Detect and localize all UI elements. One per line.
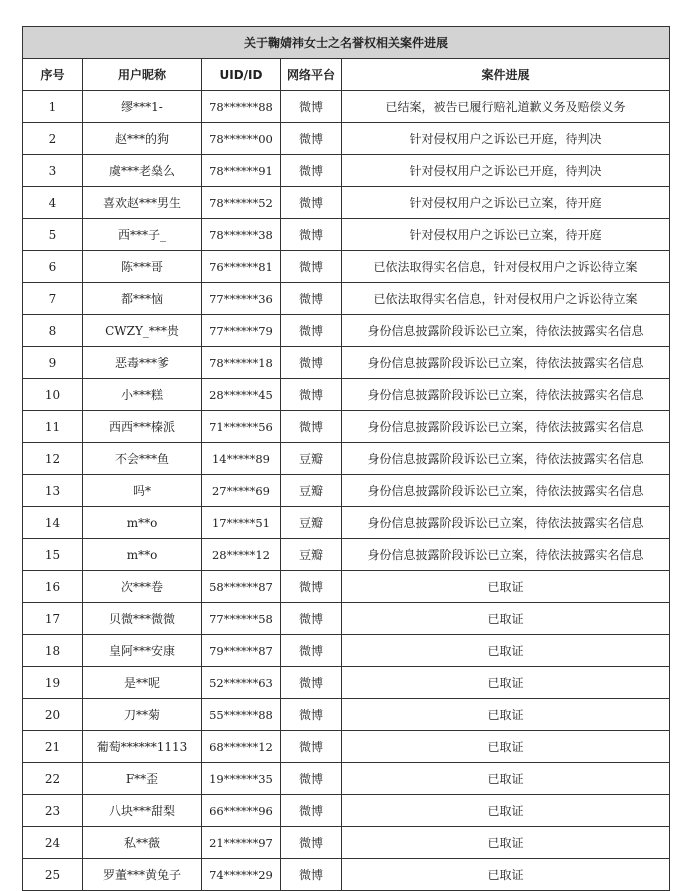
table-row	[23, 539, 670, 571]
user-uid: 74******29	[202, 859, 281, 891]
user-uid: 52******63	[202, 667, 281, 699]
row-index: 3	[23, 155, 83, 187]
row-index: 22	[23, 763, 83, 795]
user-nickname: m**o	[83, 507, 202, 539]
row-index: 12	[23, 443, 83, 475]
user-nickname: 都***恼	[83, 283, 202, 315]
column-header-platform: 网络平台	[281, 59, 342, 91]
table-row	[23, 699, 670, 731]
user-nickname: 不会***鱼	[83, 443, 202, 475]
platform: 微博	[281, 123, 342, 155]
case-progress: 已取证	[342, 763, 670, 795]
user-nickname: 次***卷	[83, 571, 202, 603]
case-progress: 已取证	[342, 571, 670, 603]
table-row	[23, 91, 670, 123]
case-progress: 已依法取得实名信息，针对侵权用户之诉讼待立案	[342, 283, 670, 315]
platform: 微博	[281, 603, 342, 635]
table-row	[23, 443, 670, 475]
table-row	[23, 187, 670, 219]
user-nickname: 私**薇	[83, 827, 202, 859]
case-progress: 已取证	[342, 699, 670, 731]
user-uid: 14*****89	[202, 443, 281, 475]
table-row	[23, 571, 670, 603]
user-uid: 78******18	[202, 347, 281, 379]
table-row	[23, 827, 670, 859]
table-row	[23, 667, 670, 699]
column-header-index: 序号	[23, 59, 83, 91]
user-uid: 78******91	[202, 155, 281, 187]
user-uid: 27*****69	[202, 475, 281, 507]
user-nickname: 喜欢赵***男生	[83, 187, 202, 219]
case-progress: 身份信息披露阶段诉讼已立案，待依法披露实名信息	[342, 347, 670, 379]
row-index: 15	[23, 539, 83, 571]
row-index: 24	[23, 827, 83, 859]
case-progress: 针对侵权用户之诉讼已开庭，待判决	[342, 123, 670, 155]
case-progress: 身份信息披露阶段诉讼已立案，待依法披露实名信息	[342, 475, 670, 507]
row-index: 11	[23, 411, 83, 443]
table-body	[23, 91, 670, 891]
case-progress: 已取证	[342, 731, 670, 763]
user-uid: 28*****12	[202, 539, 281, 571]
platform: 微博	[281, 187, 342, 219]
user-nickname: 缪***1-	[83, 91, 202, 123]
row-index: 10	[23, 379, 83, 411]
table-row	[23, 795, 670, 827]
case-progress: 身份信息披露阶段诉讼已立案，待依法披露实名信息	[342, 539, 670, 571]
case-progress-sheet	[22, 26, 669, 891]
case-progress: 已结案，被告已履行赔礼道歉义务及赔偿义务	[342, 91, 670, 123]
user-nickname: 虞***老燊么	[83, 155, 202, 187]
table-row	[23, 731, 670, 763]
case-progress: 已取证	[342, 667, 670, 699]
case-progress: 已依法取得实名信息，针对侵权用户之诉讼待立案	[342, 251, 670, 283]
platform: 豆瓣	[281, 475, 342, 507]
platform: 微博	[281, 859, 342, 891]
user-uid: 78******88	[202, 91, 281, 123]
platform: 微博	[281, 315, 342, 347]
row-index: 8	[23, 315, 83, 347]
user-nickname: 是**呢	[83, 667, 202, 699]
user-uid: 58******87	[202, 571, 281, 603]
user-nickname: 西***子_	[83, 219, 202, 251]
user-uid: 55******88	[202, 699, 281, 731]
platform: 微博	[281, 763, 342, 795]
table-row	[23, 155, 670, 187]
user-nickname: 西西***榛派	[83, 411, 202, 443]
table-row	[23, 347, 670, 379]
table-row	[23, 635, 670, 667]
platform: 豆瓣	[281, 443, 342, 475]
table-row	[23, 603, 670, 635]
user-uid: 77******58	[202, 603, 281, 635]
column-header-nickname: 用户昵称	[83, 59, 202, 91]
case-progress: 针对侵权用户之诉讼已开庭，待判决	[342, 155, 670, 187]
platform: 豆瓣	[281, 539, 342, 571]
user-nickname: 皇阿***安康	[83, 635, 202, 667]
platform: 微博	[281, 795, 342, 827]
platform: 微博	[281, 571, 342, 603]
case-progress: 已取证	[342, 635, 670, 667]
row-index: 16	[23, 571, 83, 603]
column-header-progress: 案件进展	[342, 59, 670, 91]
row-index: 7	[23, 283, 83, 315]
table-title-row	[23, 27, 670, 59]
platform: 豆瓣	[281, 507, 342, 539]
table-row	[23, 315, 670, 347]
row-index: 14	[23, 507, 83, 539]
user-nickname: 恶毒***爹	[83, 347, 202, 379]
platform: 微博	[281, 635, 342, 667]
user-uid: 71******56	[202, 411, 281, 443]
row-index: 13	[23, 475, 83, 507]
case-progress: 身份信息披露阶段诉讼已立案，待依法披露实名信息	[342, 411, 670, 443]
platform: 微博	[281, 379, 342, 411]
platform: 微博	[281, 91, 342, 123]
user-nickname: 罗董***黄兔子	[83, 859, 202, 891]
user-uid: 77******36	[202, 283, 281, 315]
row-index: 23	[23, 795, 83, 827]
user-uid: 66******96	[202, 795, 281, 827]
case-progress: 身份信息披露阶段诉讼已立案，待依法披露实名信息	[342, 379, 670, 411]
row-index: 21	[23, 731, 83, 763]
platform: 微博	[281, 699, 342, 731]
case-progress: 已取证	[342, 603, 670, 635]
user-nickname: CWZY_***贵	[83, 315, 202, 347]
table-title: 关于鞠婧祎女士之名誉权相关案件进展	[23, 27, 670, 59]
table-row	[23, 411, 670, 443]
user-nickname: 葡萄******1113	[83, 731, 202, 763]
row-index: 18	[23, 635, 83, 667]
platform: 微博	[281, 411, 342, 443]
table-row	[23, 379, 670, 411]
table-row	[23, 251, 670, 283]
row-index: 17	[23, 603, 83, 635]
user-nickname: 赵***的狗	[83, 123, 202, 155]
user-nickname: m**o	[83, 539, 202, 571]
case-progress: 针对侵权用户之诉讼已立案，待开庭	[342, 219, 670, 251]
row-index: 20	[23, 699, 83, 731]
row-index: 6	[23, 251, 83, 283]
platform: 微博	[281, 667, 342, 699]
table-row	[23, 763, 670, 795]
user-nickname: 八块***甜梨	[83, 795, 202, 827]
table-row	[23, 475, 670, 507]
case-progress-table	[22, 26, 670, 891]
platform: 微博	[281, 155, 342, 187]
platform: 微博	[281, 827, 342, 859]
row-index: 9	[23, 347, 83, 379]
user-nickname: 吗*	[83, 475, 202, 507]
platform: 微博	[281, 251, 342, 283]
case-progress: 身份信息披露阶段诉讼已立案，待依法披露实名信息	[342, 443, 670, 475]
table-row	[23, 219, 670, 251]
column-header-uid: UID/ID	[202, 59, 281, 91]
user-uid: 78******00	[202, 123, 281, 155]
platform: 微博	[281, 219, 342, 251]
row-index: 25	[23, 859, 83, 891]
user-uid: 76******81	[202, 251, 281, 283]
row-index: 2	[23, 123, 83, 155]
case-progress: 身份信息披露阶段诉讼已立案，待依法披露实名信息	[342, 315, 670, 347]
table-row	[23, 507, 670, 539]
user-uid: 78******38	[202, 219, 281, 251]
table-header-row	[23, 59, 670, 91]
table-row	[23, 123, 670, 155]
user-uid: 21******97	[202, 827, 281, 859]
user-nickname: 刀**菊	[83, 699, 202, 731]
user-uid: 17*****51	[202, 507, 281, 539]
user-uid: 79******87	[202, 635, 281, 667]
user-uid: 19******35	[202, 763, 281, 795]
table-row	[23, 859, 670, 891]
case-progress: 已取证	[342, 795, 670, 827]
platform: 微博	[281, 731, 342, 763]
platform: 微博	[281, 283, 342, 315]
row-index: 4	[23, 187, 83, 219]
case-progress: 针对侵权用户之诉讼已立案，待开庭	[342, 187, 670, 219]
row-index: 5	[23, 219, 83, 251]
case-progress: 已取证	[342, 827, 670, 859]
table-row	[23, 283, 670, 315]
user-nickname: 贝微***微微	[83, 603, 202, 635]
user-nickname: 陈***哥	[83, 251, 202, 283]
user-nickname: F**歪	[83, 763, 202, 795]
case-progress: 已取证	[342, 859, 670, 891]
row-index: 1	[23, 91, 83, 123]
row-index: 19	[23, 667, 83, 699]
user-nickname: 小***糕	[83, 379, 202, 411]
user-uid: 68******12	[202, 731, 281, 763]
user-uid: 78******52	[202, 187, 281, 219]
platform: 微博	[281, 347, 342, 379]
user-uid: 28******45	[202, 379, 281, 411]
case-progress: 身份信息披露阶段诉讼已立案，待依法披露实名信息	[342, 507, 670, 539]
user-uid: 77******79	[202, 315, 281, 347]
